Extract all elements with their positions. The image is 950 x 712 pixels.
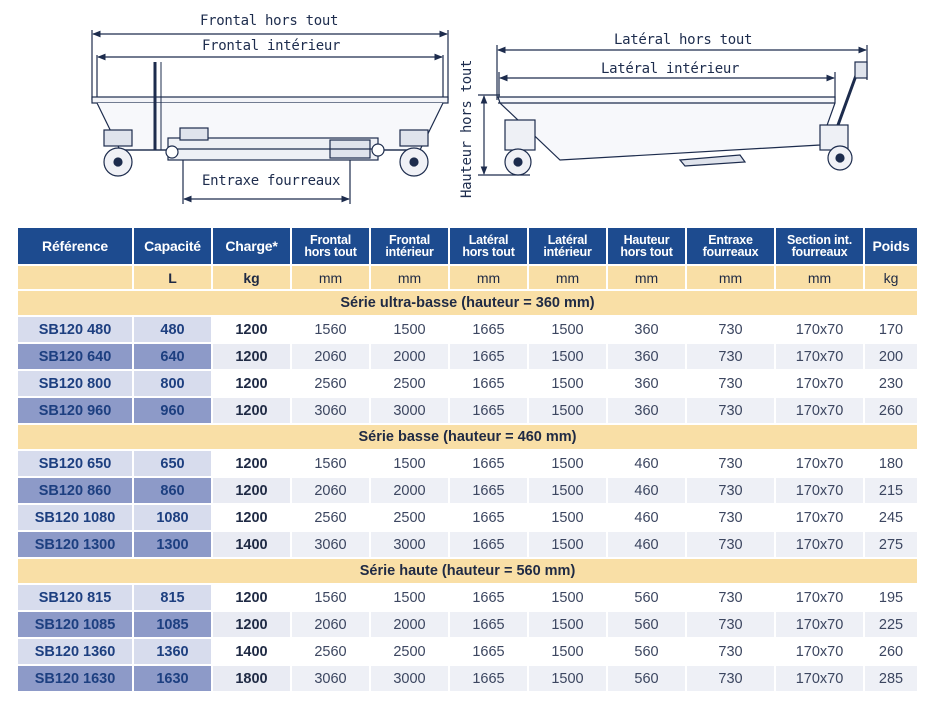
cell-lateral-interieur: 1500 [529, 371, 606, 396]
cell-charge: 1200 [213, 398, 290, 423]
cell-hauteur-hors-tout: 360 [608, 398, 685, 423]
cell-capacite: 1360 [134, 639, 211, 664]
unit-charge: kg [213, 266, 290, 289]
cell-frontal-hors-tout: 1560 [292, 451, 369, 476]
cell-frontal-hors-tout: 3060 [292, 666, 369, 691]
unit-capacite: L [134, 266, 211, 289]
cell-reference: SB120 960 [18, 398, 132, 423]
table-header-row [18, 228, 917, 264]
cell-lateral-hors-tout: 1665 [450, 639, 527, 664]
cell-hauteur-hors-tout: 460 [608, 505, 685, 530]
cell-charge: 1200 [213, 585, 290, 610]
unit-reference [18, 266, 132, 289]
cell-charge: 1400 [213, 532, 290, 557]
cell-entraxe-fourreaux: 730 [687, 398, 774, 423]
cell-entraxe-fourreaux: 730 [687, 478, 774, 503]
cell-lateral-interieur: 1500 [529, 478, 606, 503]
cell-capacite: 640 [134, 344, 211, 369]
cell-poids: 275 [865, 532, 917, 557]
cell-section-int-fourreaux: 170x70 [776, 317, 863, 342]
table-row [18, 344, 917, 369]
cell-section-int-fourreaux: 170x70 [776, 532, 863, 557]
cell-capacite: 650 [134, 451, 211, 476]
table-row [18, 398, 917, 423]
cell-frontal-hors-tout: 1560 [292, 317, 369, 342]
cell-frontal-hors-tout: 2060 [292, 612, 369, 637]
cell-section-int-fourreaux: 170x70 [776, 344, 863, 369]
cell-frontal-hors-tout: 2560 [292, 639, 369, 664]
series-title-row [18, 559, 917, 583]
header-frontal-interieur: Frontal intérieur [371, 228, 448, 264]
table-row [18, 505, 917, 530]
series-title-row [18, 291, 917, 315]
series-title: Série haute (hauteur = 560 mm) [18, 559, 917, 583]
cell-lateral-interieur: 1500 [529, 344, 606, 369]
cell-charge: 1800 [213, 666, 290, 691]
header-reference: Référence [18, 228, 132, 264]
cell-hauteur-hors-tout: 460 [608, 478, 685, 503]
cell-lateral-hors-tout: 1665 [450, 451, 527, 476]
cell-charge: 1200 [213, 505, 290, 530]
cell-lateral-hors-tout: 1665 [450, 585, 527, 610]
cell-hauteur-hors-tout: 360 [608, 344, 685, 369]
units-row [18, 266, 917, 289]
cell-entraxe-fourreaux: 730 [687, 532, 774, 557]
cell-frontal-interieur: 1500 [371, 451, 448, 476]
cell-hauteur-hors-tout: 560 [608, 612, 685, 637]
cell-reference: SB120 860 [18, 478, 132, 503]
series-title: Série basse (hauteur = 460 mm) [18, 425, 917, 449]
cell-capacite: 960 [134, 398, 211, 423]
cell-hauteur-hors-tout: 560 [608, 639, 685, 664]
header-lateral-interieur: Latéral intérieur [529, 228, 606, 264]
header-capacite: Capacité [134, 228, 211, 264]
label-lateral-hors-tout: Latéral hors tout [614, 32, 753, 48]
cell-frontal-interieur: 2500 [371, 505, 448, 530]
unit-lateral-hors-tout: mm [450, 266, 527, 289]
cell-lateral-hors-tout: 1665 [450, 317, 527, 342]
cell-lateral-hors-tout: 1665 [450, 478, 527, 503]
label-frontal-interieur: Frontal intérieur [202, 38, 341, 54]
cell-frontal-interieur: 2000 [371, 344, 448, 369]
cell-charge: 1200 [213, 612, 290, 637]
cell-capacite: 480 [134, 317, 211, 342]
unit-frontal-hors-tout: mm [292, 266, 369, 289]
cell-frontal-interieur: 1500 [371, 317, 448, 342]
cell-hauteur-hors-tout: 560 [608, 666, 685, 691]
cell-lateral-interieur: 1500 [529, 398, 606, 423]
cell-frontal-interieur: 1500 [371, 585, 448, 610]
cell-frontal-hors-tout: 3060 [292, 532, 369, 557]
series-title: Série ultra-basse (hauteur = 360 mm) [18, 291, 917, 315]
header-frontal-hors-tout: Frontal hors tout [292, 228, 369, 264]
cell-reference: SB120 1630 [18, 666, 132, 691]
cell-lateral-interieur: 1500 [529, 666, 606, 691]
cell-capacite: 1080 [134, 505, 211, 530]
cell-lateral-hors-tout: 1665 [450, 666, 527, 691]
cell-capacite: 815 [134, 585, 211, 610]
cell-charge: 1200 [213, 478, 290, 503]
cell-entraxe-fourreaux: 730 [687, 371, 774, 396]
cell-section-int-fourreaux: 170x70 [776, 666, 863, 691]
cell-reference: SB120 815 [18, 585, 132, 610]
label-hauteur-hors-tout: Hauteur hors tout [459, 59, 475, 198]
cell-hauteur-hors-tout: 360 [608, 317, 685, 342]
cell-frontal-interieur: 2500 [371, 639, 448, 664]
cell-lateral-hors-tout: 1665 [450, 505, 527, 530]
table-row [18, 612, 917, 637]
cell-reference: SB120 1080 [18, 505, 132, 530]
label-entraxe-fourreaux: Entraxe fourreaux [202, 173, 341, 189]
cell-entraxe-fourreaux: 730 [687, 317, 774, 342]
cell-section-int-fourreaux: 170x70 [776, 585, 863, 610]
cell-lateral-hors-tout: 1665 [450, 532, 527, 557]
cell-entraxe-fourreaux: 730 [687, 612, 774, 637]
cell-capacite: 1300 [134, 532, 211, 557]
label-frontal-hors-tout: Frontal hors tout [200, 13, 339, 29]
table-row [18, 666, 917, 691]
cell-frontal-interieur: 3000 [371, 532, 448, 557]
cell-entraxe-fourreaux: 730 [687, 344, 774, 369]
unit-hauteur-hors-tout: mm [608, 266, 685, 289]
cell-entraxe-fourreaux: 730 [687, 666, 774, 691]
series-title-row [18, 425, 917, 449]
cell-section-int-fourreaux: 170x70 [776, 371, 863, 396]
unit-entraxe-fourreaux: mm [687, 266, 774, 289]
cell-lateral-interieur: 1500 [529, 639, 606, 664]
unit-lateral-interieur: mm [529, 266, 606, 289]
cell-frontal-hors-tout: 3060 [292, 398, 369, 423]
cell-lateral-hors-tout: 1665 [450, 371, 527, 396]
cell-frontal-interieur: 3000 [371, 398, 448, 423]
cell-reference: SB120 800 [18, 371, 132, 396]
cell-lateral-hors-tout: 1665 [450, 398, 527, 423]
cell-poids: 170 [865, 317, 917, 342]
cell-poids: 230 [865, 371, 917, 396]
cell-charge: 1200 [213, 451, 290, 476]
cell-entraxe-fourreaux: 730 [687, 505, 774, 530]
cell-charge: 1200 [213, 317, 290, 342]
unit-section-int-fourreaux: mm [776, 266, 863, 289]
cell-entraxe-fourreaux: 730 [687, 585, 774, 610]
technical-drawings [0, 0, 950, 222]
cell-lateral-interieur: 1500 [529, 317, 606, 342]
drawing-lines [0, 0, 950, 222]
cell-charge: 1200 [213, 371, 290, 396]
cell-reference: SB120 480 [18, 317, 132, 342]
cell-poids: 200 [865, 344, 917, 369]
header-entraxe-fourreaux: Entraxe fourreaux [687, 228, 774, 264]
unit-frontal-interieur: mm [371, 266, 448, 289]
table-row [18, 478, 917, 503]
cell-lateral-interieur: 1500 [529, 451, 606, 476]
cell-lateral-interieur: 1500 [529, 612, 606, 637]
table-body [18, 266, 917, 691]
cell-poids: 285 [865, 666, 917, 691]
cell-lateral-hors-tout: 1665 [450, 612, 527, 637]
label-lateral-interieur: Latéral intérieur [601, 61, 740, 77]
table-row [18, 317, 917, 342]
table-row [18, 451, 917, 476]
table-row [18, 585, 917, 610]
cell-poids: 195 [865, 585, 917, 610]
cell-section-int-fourreaux: 170x70 [776, 398, 863, 423]
cell-frontal-hors-tout: 2060 [292, 478, 369, 503]
header-hauteur-hors-tout: Hauteur hors tout [608, 228, 685, 264]
cell-frontal-hors-tout: 2560 [292, 371, 369, 396]
cell-section-int-fourreaux: 170x70 [776, 478, 863, 503]
cell-poids: 180 [865, 451, 917, 476]
cell-capacite: 860 [134, 478, 211, 503]
cell-entraxe-fourreaux: 730 [687, 451, 774, 476]
cell-capacite: 800 [134, 371, 211, 396]
header-poids: Poids [865, 228, 917, 264]
cell-lateral-interieur: 1500 [529, 505, 606, 530]
cell-poids: 215 [865, 478, 917, 503]
cell-poids: 225 [865, 612, 917, 637]
cell-hauteur-hors-tout: 360 [608, 371, 685, 396]
header-lateral-hors-tout: Latéral hors tout [450, 228, 527, 264]
cell-reference: SB120 1360 [18, 639, 132, 664]
cell-hauteur-hors-tout: 460 [608, 451, 685, 476]
cell-entraxe-fourreaux: 730 [687, 639, 774, 664]
cell-frontal-interieur: 2000 [371, 612, 448, 637]
cell-frontal-hors-tout: 2060 [292, 344, 369, 369]
cell-frontal-interieur: 2000 [371, 478, 448, 503]
cell-hauteur-hors-tout: 560 [608, 585, 685, 610]
cell-section-int-fourreaux: 170x70 [776, 639, 863, 664]
cell-reference: SB120 650 [18, 451, 132, 476]
cell-frontal-hors-tout: 2560 [292, 505, 369, 530]
cell-frontal-interieur: 2500 [371, 371, 448, 396]
cell-capacite: 1085 [134, 612, 211, 637]
cell-section-int-fourreaux: 170x70 [776, 612, 863, 637]
cell-reference: SB120 640 [18, 344, 132, 369]
cell-reference: SB120 1085 [18, 612, 132, 637]
cell-lateral-interieur: 1500 [529, 585, 606, 610]
cell-reference: SB120 1300 [18, 532, 132, 557]
spec-table [16, 226, 919, 693]
table-row [18, 639, 917, 664]
cell-poids: 245 [865, 505, 917, 530]
cell-capacite: 1630 [134, 666, 211, 691]
cell-charge: 1400 [213, 639, 290, 664]
cell-section-int-fourreaux: 170x70 [776, 505, 863, 530]
cell-lateral-hors-tout: 1665 [450, 344, 527, 369]
cell-charge: 1200 [213, 344, 290, 369]
cell-hauteur-hors-tout: 460 [608, 532, 685, 557]
unit-poids: kg [865, 266, 917, 289]
table-row [18, 371, 917, 396]
table-row [18, 532, 917, 557]
cell-section-int-fourreaux: 170x70 [776, 451, 863, 476]
cell-poids: 260 [865, 639, 917, 664]
cell-frontal-hors-tout: 1560 [292, 585, 369, 610]
cell-poids: 260 [865, 398, 917, 423]
header-charge: Charge* [213, 228, 290, 264]
cell-lateral-interieur: 1500 [529, 532, 606, 557]
header-section-int-fourreaux: Section int. fourreaux [776, 228, 863, 264]
cell-frontal-interieur: 3000 [371, 666, 448, 691]
